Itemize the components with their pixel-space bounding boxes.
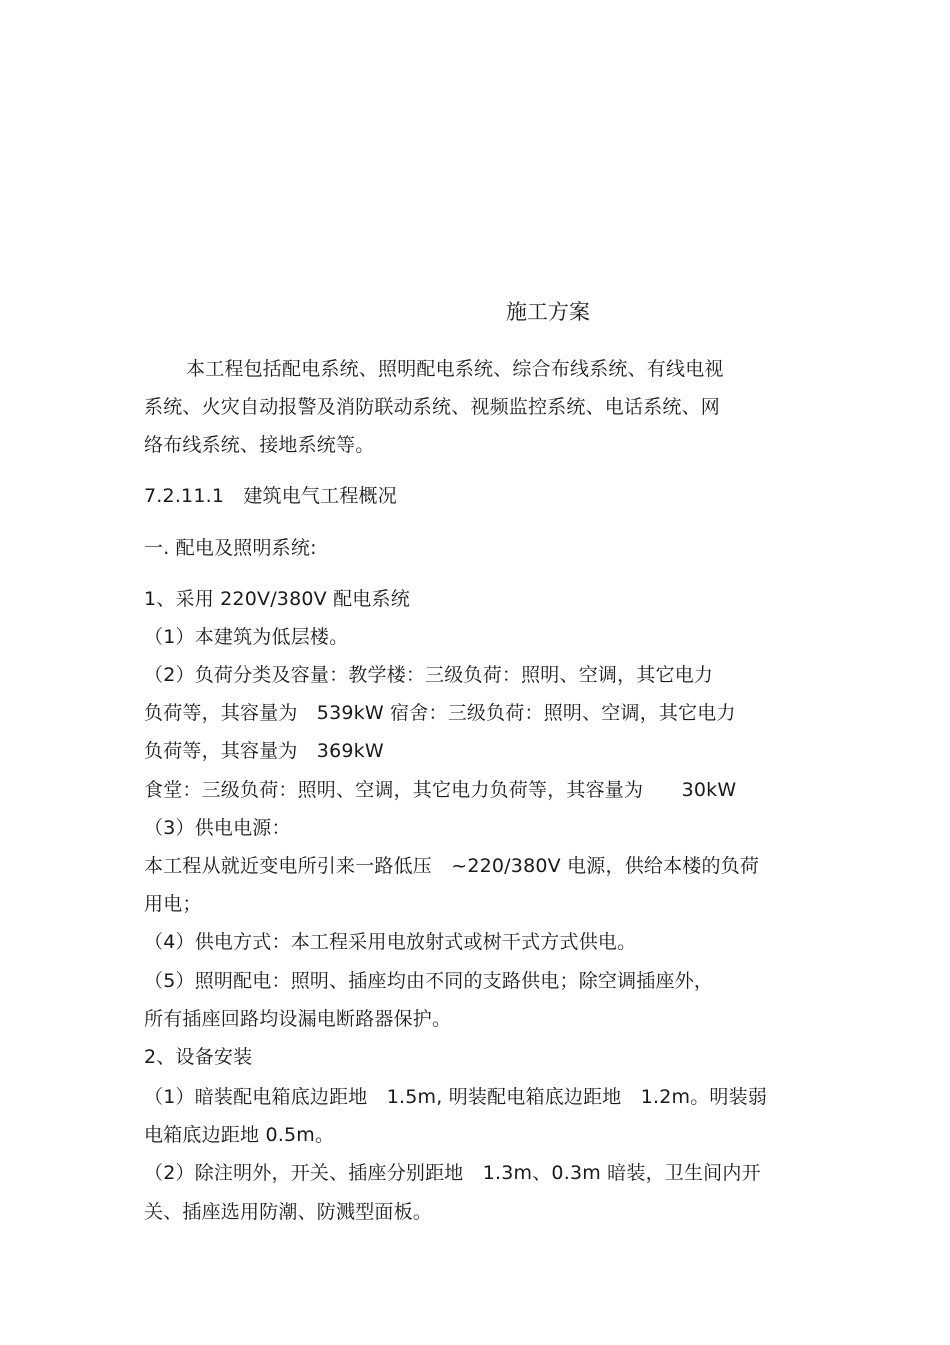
paragraph-line: 所有插座回路均设漏电断路器保护。 bbox=[144, 1008, 452, 1030]
paragraph-line: 电箱底边距地 0.5m。 bbox=[144, 1124, 335, 1146]
paragraph-line: （5）照明配电：照明、插座均由不同的支路供电；除空调插座外， bbox=[144, 970, 714, 992]
paragraph-line: （2）除注明外，开关、插座分别距地 1.3m、0.3m 暗装，卫生间内开 bbox=[144, 1162, 761, 1184]
paragraph-line: 本工程包括配电系统、照明配电系统、综合布线系统、有线电视 bbox=[186, 358, 724, 380]
paragraph-line: （1）本建筑为低层楼。 bbox=[144, 626, 349, 648]
paragraph-line: （4）供电方式：本工程采用电放射式或树干式方式供电。 bbox=[144, 931, 637, 953]
paragraph-line: 食堂：三级负荷：照明、空调，其它电力负荷等，其容量为 30kW bbox=[144, 779, 737, 801]
paragraph-line: （1）暗装配电箱底边距地 1.5m, 明装配电箱底边距地 1.2m。明装弱 bbox=[144, 1086, 768, 1108]
section-heading: 7.2.11.1 建筑电气工程概况 bbox=[144, 485, 397, 507]
paragraph-line: 本工程从就近变电所引来一路低压 ~220/380V 电源，供给本楼的负荷 bbox=[144, 855, 760, 877]
paragraph-line: （2）负荷分类及容量：教学楼：三级负荷：照明、空调，其它电力 bbox=[144, 664, 714, 686]
subsection-heading: 一. 配电及照明系统: bbox=[144, 537, 317, 559]
paragraph-line: 负荷等，其容量为 369kW bbox=[144, 740, 384, 762]
item-heading: 1、采用 220V/380V 配电系统 bbox=[144, 588, 410, 610]
paragraph-line: 系统、火灾自动报警及消防联动系统、视频监控系统、电话系统、网 bbox=[144, 396, 721, 418]
paragraph-line: 关、插座选用防潮、防溅型面板。 bbox=[144, 1201, 433, 1223]
item-heading: 2、设备安装 bbox=[144, 1046, 253, 1068]
paragraph-line: 络布线系统、接地系统等。 bbox=[144, 434, 375, 456]
paragraph-line: 负荷等，其容量为 539kW 宿舍：三级负荷：照明、空调，其它电力 bbox=[144, 702, 736, 724]
document-title: 施工方案 bbox=[506, 300, 590, 324]
paragraph-line: （3）供电电源： bbox=[144, 817, 291, 839]
paragraph-line: 用电； bbox=[144, 893, 202, 915]
